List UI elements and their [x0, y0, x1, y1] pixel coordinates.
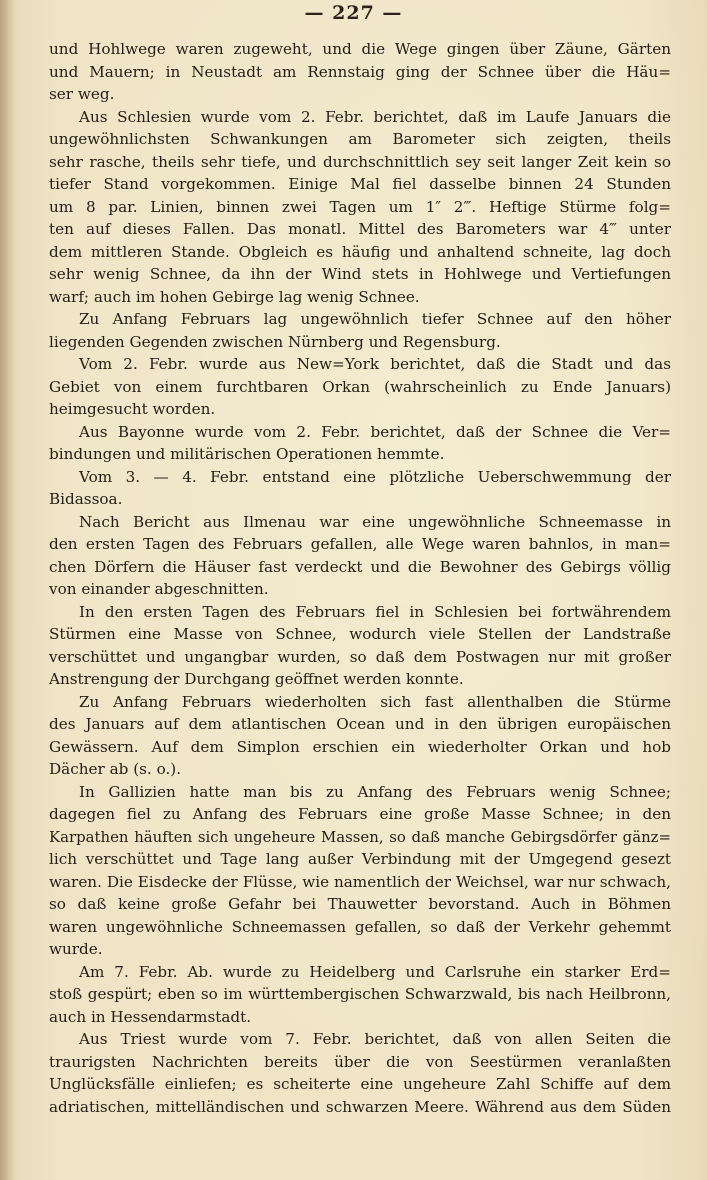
text-line: lich verschüttet und Tage lang außer Verbindung mit der Umgegend gesezt — [49, 850, 671, 868]
text-line: sehr wenig Schnee, da ihn der Wind stets in Hohlwege und Vertiefungen — [49, 265, 671, 283]
paragraph — [49, 308, 671, 353]
paragraph — [49, 38, 671, 106]
text-line: verschüttet und ungangbar wurden, so daß dem Postwagen nur mit großer — [49, 647, 671, 666]
text-line: adriatischen, mittelländischen und schwarzen Meere. Während aus dem Süden — [49, 1097, 671, 1116]
paragraph — [49, 106, 671, 309]
text-line: Vom 3. — 4. Febr. entstand eine plötzliche Ueberschwemmung der — [79, 467, 671, 486]
text-line: ungewöhnlichsten Schwankungen am Barometer sich zeigten, theils — [49, 130, 671, 148]
text-line: liegenden Gegenden zwischen Nürnberg und Regensburg. — [49, 332, 501, 351]
text-line: und Mauern; in Neustadt am Rennstaig ging der Schnee über die Häu= — [49, 62, 671, 81]
text-line: bindungen und militärischen Operationen hemmte. — [49, 445, 445, 463]
text-line: traurigsten Nachrichten bereits über die von Seestürmen veranlaßten — [49, 1052, 671, 1071]
text-line: den ersten Tagen des Februars gefallen, alle Wege waren bahnlos, in man= — [49, 535, 671, 553]
text-line: heimgesucht worden. — [49, 400, 216, 418]
text-line: Stürmen eine Masse von Schnee, wodurch viele Stellen der Landstraße — [49, 625, 671, 643]
body-text — [49, 38, 671, 1118]
text-line: wurde. — [49, 940, 103, 958]
text-line: Zu Anfang Februars lag ungewöhnlich tiefer Schnee auf den höher — [79, 310, 671, 328]
paragraph — [49, 511, 671, 601]
text-line: sehr rasche, theils sehr tiefe, und durchschnittlich sey seit langer Zeit kein so — [49, 152, 671, 171]
text-line: Dächer ab (s. o.). — [49, 760, 182, 778]
text-line: Anstrengung der Durchgang geöffnet werden konnte. — [49, 670, 464, 688]
text-line: dem mittleren Stande. Obgleich es häufig und anhaltend schneite, lag doch — [49, 242, 671, 261]
text-line: In Gallizien hatte man bis zu Anfang des Februars wenig Schnee; — [79, 782, 671, 801]
paragraph — [49, 961, 671, 1029]
text-line: stoß gespürt; eben so im württembergischen Schwarzwald, bis nach Heilbronn, — [49, 985, 671, 1003]
text-line: waren. Die Eisdecke der Flüsse, wie namentlich der Weichsel, war nur schwach, — [49, 872, 671, 891]
text-line: um 8 par. Linien, binnen zwei Tagen um 1″ 2‴. Heftige Stürme folg= — [49, 197, 671, 216]
paragraph — [49, 691, 671, 781]
paragraph — [49, 781, 671, 961]
binding-gutter-shadow — [0, 0, 14, 1180]
text-line: Aus Bayonne wurde vom 2. Febr. berichtet, daß der Schnee die Ver= — [79, 422, 671, 441]
text-line: Aus Triest wurde vom 7. Febr. berichtet, daß von allen Seiten die — [79, 1030, 671, 1048]
text-line: Aus Schlesien wurde vom 2. Febr. berichtet, daß im Laufe Januars die — [79, 107, 671, 126]
text-line: von einander abgeschnitten. — [49, 580, 269, 598]
paragraph — [49, 421, 671, 466]
text-line: Vom 2. Febr. wurde aus New=York berichtet, daß die Stadt und das — [79, 355, 671, 373]
page-number: — 227 — — [304, 2, 403, 24]
text-line: tiefer Stand vorgekommen. Einige Mal fiel dasselbe binnen 24 Stunden — [49, 175, 671, 193]
paragraph — [49, 466, 671, 511]
text-line: In den ersten Tagen des Februars fiel in Schlesien bei fortwährendem — [79, 602, 671, 621]
text-line: chen Dörfern die Häuser fast verdeckt und die Bewohner des Gebirgs völlig — [49, 557, 671, 576]
text-line: und Hohlwege waren zugeweht, und die Wege gingen über Zäune, Gärten — [49, 40, 671, 58]
text-line: Karpathen häuften sich ungeheure Massen, so daß manche Gebirgsdörfer gänz= — [49, 827, 671, 846]
text-line: Am 7. Febr. Ab. wurde zu Heidelberg und Carlsruhe ein starker Erd= — [79, 962, 671, 981]
text-line: Nach Bericht aus Ilmenau war eine ungewöhnliche Schneemasse in — [79, 512, 671, 531]
paragraph — [49, 601, 671, 691]
text-line: warf; auch im hohen Gebirge lag wenig Schnee. — [49, 287, 420, 306]
text-line: waren ungewöhnliche Schneemassen gefallen, so daß der Verkehr gehemmt — [49, 917, 671, 936]
text-line: dagegen fiel zu Anfang des Februars eine große Masse Schnee; in den — [49, 805, 671, 823]
text-line: Gebiet von einem furchtbaren Orkan (wahrscheinlich zu Ende Januars) — [49, 377, 671, 396]
text-line: so daß keine große Gefahr bei Thauwetter bevorstand. Auch in Böhmen — [49, 895, 671, 913]
text-line: des Januars auf dem atlantischen Ocean und in den übrigen europäischen — [49, 715, 671, 733]
paragraph — [49, 353, 671, 421]
text-line: Gewässern. Auf dem Simplon erschien ein wiederholter Orkan und hob — [49, 737, 671, 756]
text-line: Zu Anfang Februars wiederholten sich fast allenthalben die Stürme — [79, 692, 671, 711]
paragraph — [49, 1028, 671, 1118]
text-line: Unglücksfälle einliefen; es scheiterte eine ungeheure Zahl Schiffe auf dem — [49, 1075, 671, 1093]
text-line: ten auf dieses Fallen. Das monatl. Mittel des Barometers war 4‴ unter — [49, 220, 671, 238]
text-line: auch in Hessendarmstadt. — [49, 1007, 252, 1026]
text-line: Bidassoa. — [49, 490, 123, 508]
text-line: ser weg. — [49, 85, 115, 103]
